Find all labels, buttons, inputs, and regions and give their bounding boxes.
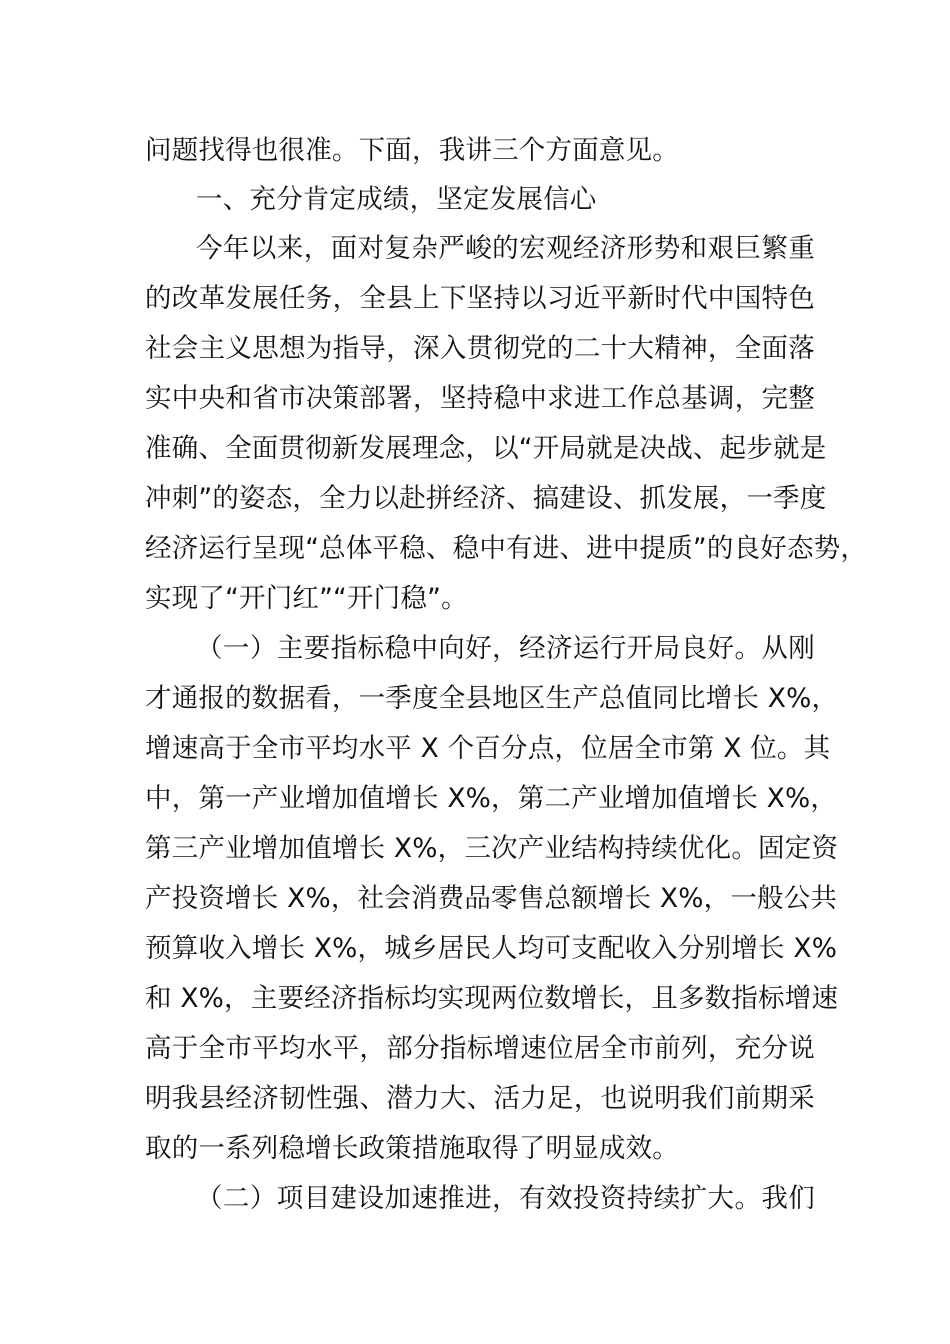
text-line-16: 产投资增长 X%，社会消费品零售总额增长 X%，一般公共 [145,883,838,914]
text-line-7: 准确、全面贯彻新发展理念，以“开局就是决战、起步就是 [145,433,827,464]
text-line-14: 中，第一产业增加值增长 X%，第二产业增加值增长 X%， [145,783,838,814]
text-line-15: 第三产业增加值增长 X%，三次产业结构持续优化。固定资 [145,833,839,864]
text-line-19: 高于全市平均水平，部分指标增速位居全市前列，充分说 [145,1033,815,1064]
subheading-2: （二）项目建设加速推进，有效投资持续扩大。我们 [196,1183,815,1214]
text-line-8: 冲刺”的姿态，全力以赴拼经济、搞建设、抓发展，一季度 [145,483,827,514]
text-line-1: 问题找得也很准。下面，我讲三个方面意见。 [145,135,679,166]
text-line-17: 预算收入增长 X%，城乡居民人均可支配收入分别增长 X% [145,933,838,964]
text-line-20: 明我县经济韧性强、潜力大、活力足，也说明我们前期采 [145,1083,815,1114]
subheading-1: （一）主要指标稳中向好，经济运行开局良好。从刚 [196,633,815,664]
text-line-4: 的改革发展任务，全县上下坚持以习近平新时代中国特色 [145,283,815,314]
text-line-9: 经济运行呈现“总体平稳、稳中有进、进中提质”的良好态势， [145,533,868,564]
text-line-3: 今年以来，面对复杂严峻的宏观经济形势和艰巨繁重 [196,233,815,264]
text-line-18: 和 X%，主要经济指标均实现两位数增长，且多数指标增速 [145,983,839,1014]
text-line-13: 增速高于全市平均水平 X 个百分点，位居全市第 X 位。其 [145,733,831,764]
section-heading-1: 一、充分肯定成绩，坚定发展信心 [196,184,597,215]
text-line-6: 实中央和省市决策部署，坚持稳中求进工作总基调，完整 [145,383,815,414]
text-line-5: 社会主义思想为指导，深入贯彻党的二十大精神，全面落 [145,333,815,364]
text-line-12: 才通报的数据看，一季度全县地区生产总值同比增长 X%， [145,683,839,714]
text-line-21: 取的一系列稳增长政策措施取得了明显成效。 [145,1133,679,1164]
text-line-10: 实现了“开门红”“开门稳”。 [145,583,468,614]
